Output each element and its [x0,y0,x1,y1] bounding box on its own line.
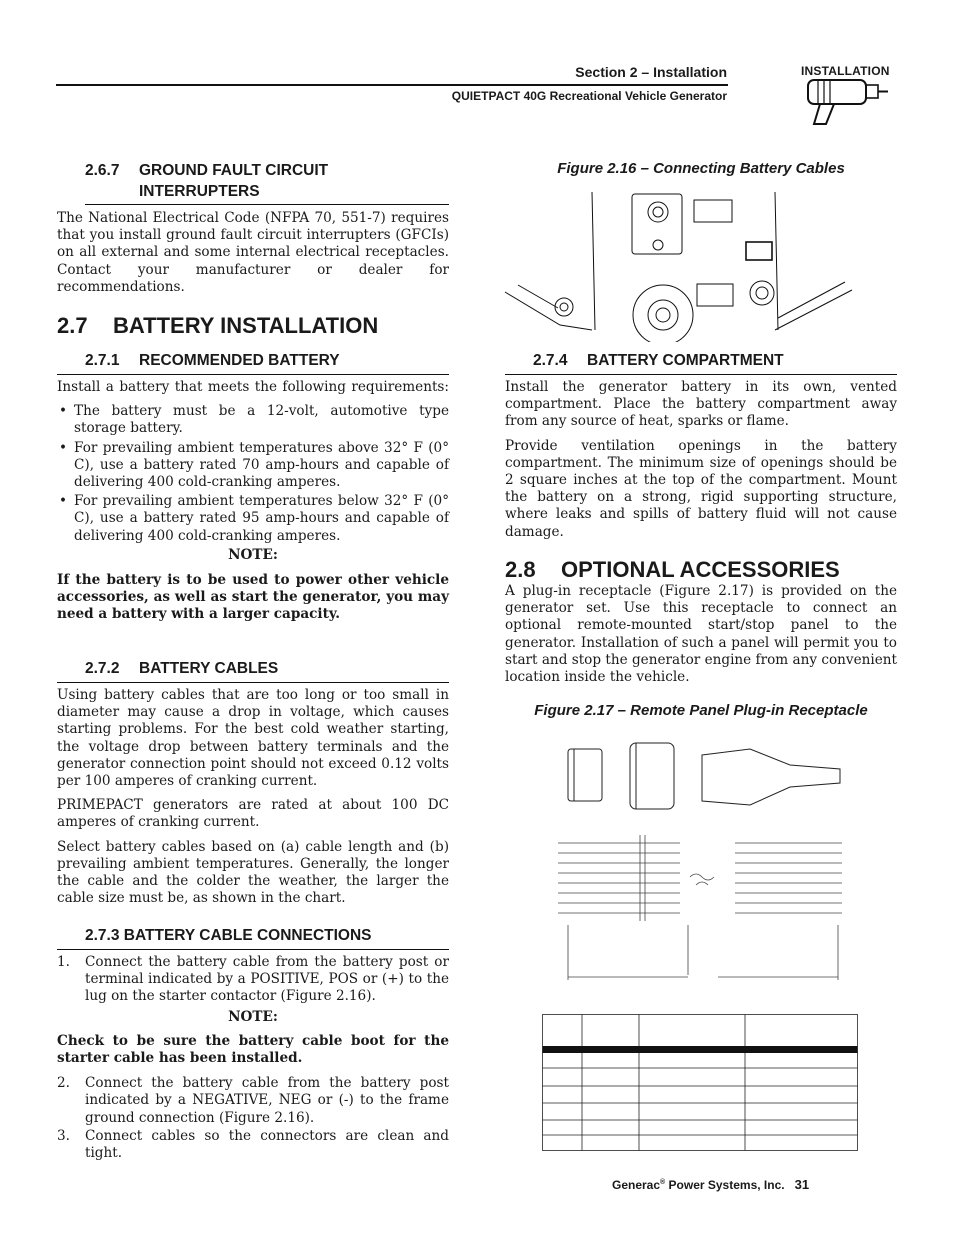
battery-compartment-paragraph-1: Install the generator battery in its own, vented compartment. Place the battery compartment away from any source of heat, sparks or flame. [505,379,897,430]
figure-2-16-caption: Figure 2.16 – Connecting Battery Cables [557,160,845,177]
section-title-line1: GROUND FAULT CIRCUIT [139,162,329,179]
item-text: Connect cables so the connectors are clean and tight. [85,1127,449,1162]
item-number: 1. [57,954,70,970]
section-number: 2.7 [57,313,88,338]
installation-tag: INSTALLATION [801,64,890,78]
note-text: Check to be sure the battery cable boot for the starter cable has been installed. [57,1032,449,1067]
heading-rule [85,204,449,205]
section-2-7-2-title [57,658,449,683]
section-title: RECOMMENDED BATTERY [139,352,340,369]
section-title: BATTERY COMPARTMENT [587,352,784,369]
section-2-7-2 [57,658,449,907]
receptacle-illustration [540,735,860,985]
header-rule [56,84,728,86]
cable-size-table [541,1013,859,1153]
section-title: BATTERY CABLES [139,660,279,677]
list-item [57,954,449,1006]
section-2-8-title [505,557,897,583]
gfci-paragraph: The National Electrical Code (NFPA 70, 551-7) requires that you install ground fault circuit interrupters (GFCIs) on all external and some internal electrical receptacles. Contact your manufacturer or dealer for recommendations. [57,210,449,295]
page-number: 31 [794,1177,810,1192]
section-number: 2.7.4 [533,352,568,369]
section-2-7 [57,313,449,339]
note-label: NOTE: [228,546,278,563]
battery-cables-illustration [500,190,860,342]
section-2-6-7 [57,160,449,296]
section-2-7-4-title [505,350,897,375]
section-2-7-3 [57,925,449,1163]
section-number: 2.6.7 [85,162,120,179]
registered-mark: ® [660,1179,666,1186]
section-number: 2.7.2 [85,660,120,677]
list-item: • For prevailing ambient temperatures below 32° F (0° C), use a battery rated 95 amp-hours and capable of delivering 400 cold-cranking amperes. [57,493,449,545]
item-text: Connect the battery cable from the battery post indicated by a NEGATIVE, NEG or (-) to the frame ground connection (Figure 2.16). [85,1075,449,1126]
section-title: BATTERY INSTALLATION [113,313,379,338]
section-heading: Section 2 – Installation [575,64,727,80]
battery-compartment-paragraph-2: Provide ventilation openings in the battery compartment. The minimum size of openings should be 2 square inches at the top of the compartment. Mount the battery on a strong, rigid supporting structure, where leaks and spills of battery fluid will not cause damage. [505,437,897,540]
section-2-7-4 [505,350,897,541]
drill-icon [800,76,890,128]
list-item: • For prevailing ambient temperatures above 32° F (0° C), use a battery rated 70 amp-hours and capable of delivering 400 cold-cranking amperes. [57,440,449,492]
section-2-7-1-title [57,350,449,375]
recommended-battery-intro: Install a battery that meets the following requirements: [57,379,449,395]
section-title-line2: INTERRUPTERS [139,183,260,200]
page-footer [612,1177,809,1192]
list-item [57,1075,449,1127]
section-2-7-3-title: 2.7.3 BATTERY CABLE CONNECTIONS [57,925,449,950]
list-item: • The battery must be a 12-volt, automotive type storage battery. [57,403,449,437]
battery-requirements-list [57,403,449,545]
connection-steps-2 [57,1075,449,1162]
battery-cables-paragraph-2: PRIMEPACT generators are rated at about 100 DC amperes of cranking current. [57,797,449,831]
battery-cables-paragraph-1: Using battery cables that are too long or too small in diameter may cause a drop in voltage, which causes starting problems. For the best cold weather starting, the voltage drop between battery terminals and the generator connection point should not exceed 0.12 volts per 100 amperes of cranking current. [57,687,449,790]
company-name-rest: Power Systems, Inc. [665,1178,785,1192]
item-text: Connect the battery cable from the battery post or terminal indicated by a POSITIVE, POS or (+) to the lug on the starter contactor (Figure 2.16). [85,954,449,1005]
battery-cables-paragraph-3: Select battery cables based on (a) cable length and (b) prevailing ambient temperatures. Generally, the longer the cable and the colder the weather, the larger the cable size must be, as shown in the chart. [57,838,449,907]
section-2-8 [505,557,897,686]
section-2-7-title [57,313,449,339]
note-text: If the battery is to be used to power other vehicle accessories, as well as start the generator, you may need a battery with a larger capacity. [57,572,449,623]
company-name: Generac [612,1178,661,1192]
item-number: 3. [57,1127,70,1144]
document-subtitle: QUIETPACT 40G Recreational Vehicle Generator [451,89,727,103]
section-2-7-1 [57,350,449,624]
optional-accessories-paragraph: A plug-in receptacle (Figure 2.17) is provided on the generator set. Use this receptacle to connect an optional remote-mounted start/stop panel to the generator. Installation of such a panel will permit you to start and stop the generator engine from any convenient location inside the vehicle. [505,583,897,686]
note-label: NOTE: [228,1008,278,1025]
section-number: 2.7.1 [85,352,120,369]
section-number: 2.8 [505,557,536,582]
item-number: 2. [57,1075,70,1092]
connection-steps-1 [57,954,449,1006]
figure-2-17-caption: Figure 2.17 – Remote Panel Plug-in Receptacle [534,702,868,719]
section-title: OPTIONAL ACCESSORIES [561,557,840,582]
section-2-6-7-title [57,160,449,202]
list-item [57,1128,449,1162]
